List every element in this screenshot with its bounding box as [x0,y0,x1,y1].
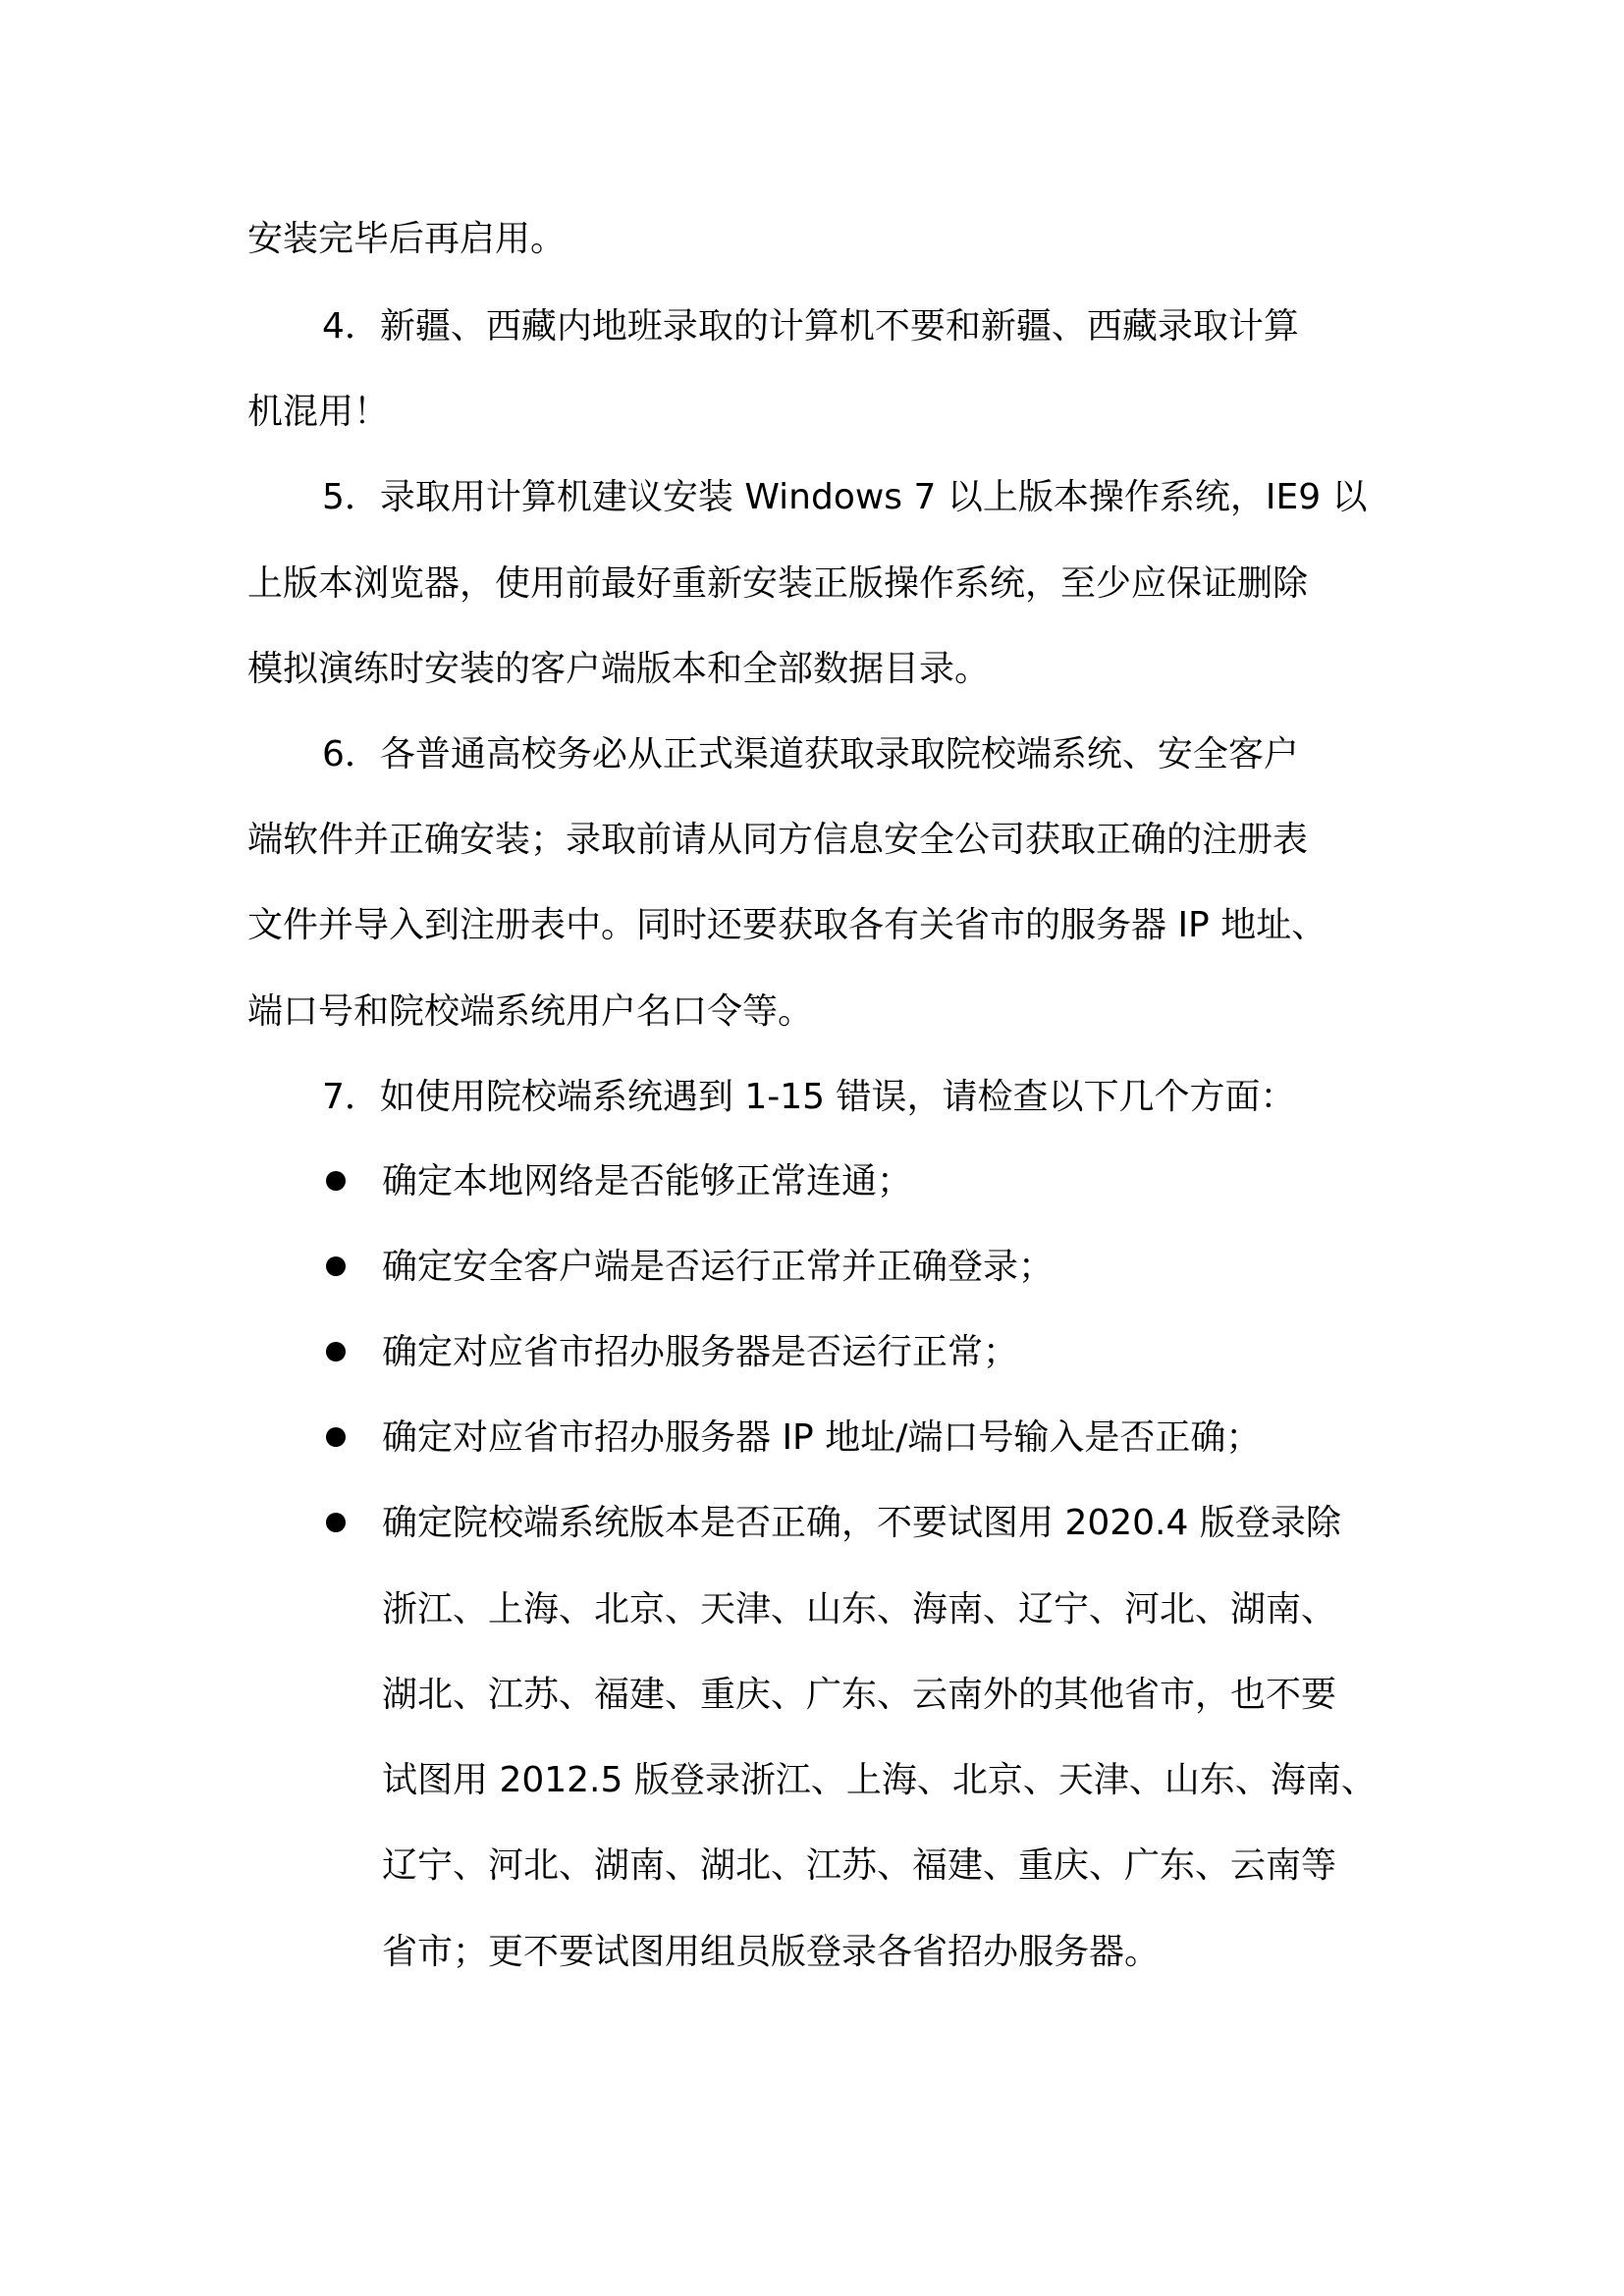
bullet-dot-icon [326,1342,346,1362]
bullet-item-2: 确定安全客户端是否运行正常并正确登录； [382,1247,1055,1287]
item-5-line-1: 5．录取用计算机建议安装 Windows 7 以上版本操作系统，IE9 以 [322,477,1368,517]
bullet-item-1: 确定本地网络是否能够正常连通； [382,1161,913,1201]
paragraph-3-continuation: 安装完毕后再启用。 [247,219,567,259]
bullet-dot-icon [326,1513,346,1532]
item-6-line-4: 端口号和院校端系统用户名口令等。 [247,991,814,1032]
bullet-item-5-line-2: 浙江、上海、北京、天津、山东、海南、辽宁、河北、湖南、 [382,1589,1337,1629]
bullet-dot-icon [326,1171,346,1191]
item-6-line-1: 6．各普通高校务必从正式渠道获取录取院校端系统、安全客户 [322,734,1299,774]
item-7-line-1: 7．如使用院校端系统遇到 1-15 错误，请检查以下几个方面： [322,1077,1296,1117]
bullet-item-5-line-6: 省市；更不要试图用组员版登录各省招办服务器。 [382,1932,1161,1972]
bullet-item-5-line-3: 湖北、江苏、福建、重庆、广东、云南外的其他省市，也不要 [382,1675,1337,1715]
item-5-line-2: 上版本浏览器，使用前最好重新安装正版操作系统，至少应保证删除 [247,563,1309,604]
item-5-line-3: 模拟演练时安装的客户端版本和全部数据目录。 [247,649,991,689]
bullet-item-4: 确定对应省市招办服务器 IP 地址/端口号输入是否正确； [382,1417,1262,1458]
bullet-item-5-line-1: 确定院校端系统版本是否正确，不要试图用 2020.4 版登录除 [382,1503,1341,1543]
item-4-line-1: 4．新疆、西藏内地班录取的计算机不要和新疆、西藏录取计算 [322,306,1299,347]
item-6-line-2: 端软件并正确安装；录取前请从同方信息安全公司获取正确的注册表 [247,820,1309,860]
item-4-line-2: 机混用！ [247,392,390,432]
bullet-dot-icon [326,1256,346,1276]
bullet-item-5-line-5: 辽宁、河北、湖南、湖北、江苏、福建、重庆、广东、云南等 [382,1845,1337,1886]
bullet-item-5-line-4: 试图用 2012.5 版登录浙江、上海、北京、天津、山东、海南、 [382,1760,1377,1800]
bullet-item-3: 确定对应省市招办服务器是否运行正常； [382,1332,1019,1372]
item-6-line-3: 文件并导入到注册表中。同时还要获取各有关省市的服务器 IP 地址、 [247,905,1327,945]
bullet-dot-icon [326,1427,346,1447]
